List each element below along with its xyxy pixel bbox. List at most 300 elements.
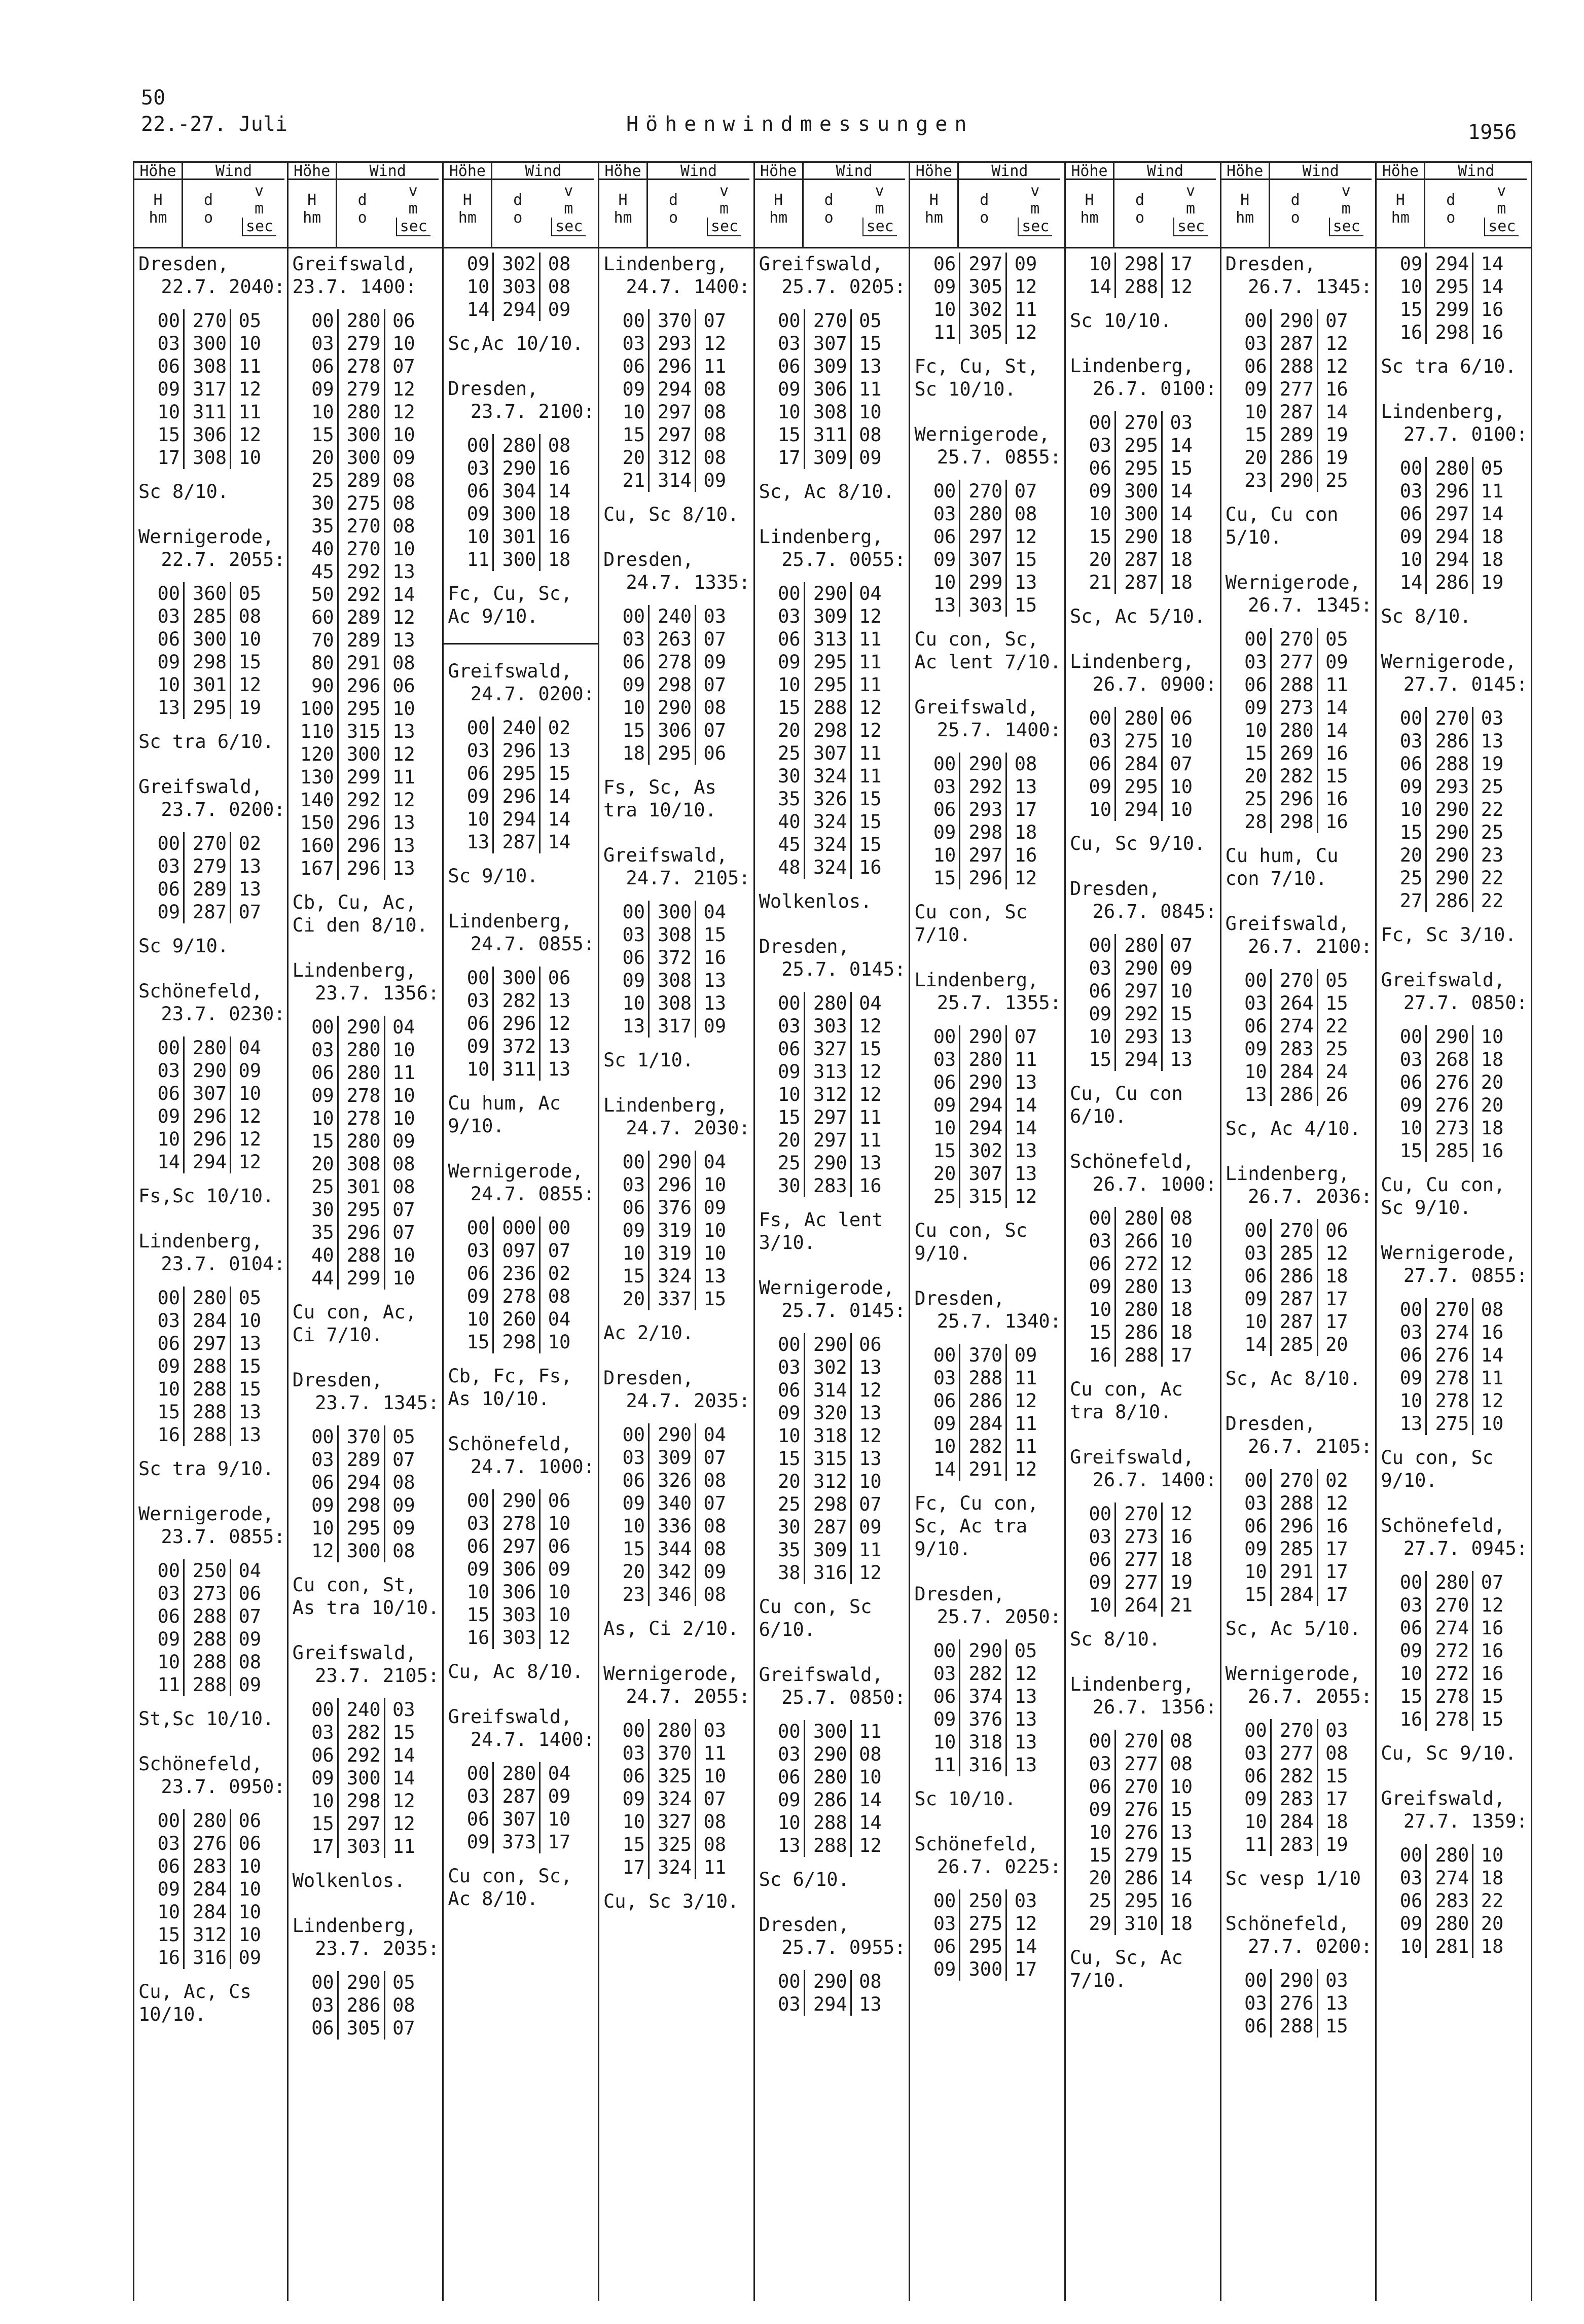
direction-value: 294 bbox=[648, 378, 695, 401]
direction-value: 284 bbox=[183, 1309, 230, 1332]
height-value: 00 bbox=[311, 1972, 334, 1993]
measurement-row bbox=[444, 1285, 598, 1308]
speed-value: 05 bbox=[850, 309, 882, 332]
height-value: 03 bbox=[622, 628, 645, 650]
speed-value: 10 bbox=[230, 628, 261, 651]
station-text: Cu, Ac, Cs bbox=[138, 1981, 251, 2003]
height-value: 10 bbox=[466, 808, 490, 830]
station-text: 10/10. bbox=[138, 2004, 206, 2025]
speed-value: 19 bbox=[1317, 423, 1348, 446]
measurement-row bbox=[134, 1582, 287, 1605]
direction-value: 296 bbox=[337, 811, 384, 834]
direction-value: 275 bbox=[1425, 1412, 1472, 1435]
speed-value: 11 bbox=[850, 1106, 882, 1129]
measurement-row bbox=[1221, 1719, 1376, 1742]
measurement-row bbox=[755, 1129, 909, 1152]
height-value: 10 bbox=[1244, 1311, 1267, 1333]
height-value: 10 bbox=[1244, 720, 1267, 741]
direction-value: 311 bbox=[492, 1058, 539, 1081]
direction-value: 295 bbox=[1114, 457, 1161, 480]
speed-value: 13 bbox=[230, 1423, 261, 1446]
direction-value: 236 bbox=[492, 1262, 539, 1285]
height-value: 140 bbox=[300, 789, 334, 811]
direction-value: 290 bbox=[959, 1071, 1005, 1094]
measurement-row bbox=[755, 1743, 909, 1766]
height-value: 09 bbox=[157, 651, 180, 673]
speed-value: 13 bbox=[1161, 1025, 1193, 1048]
measurement-row bbox=[1377, 1367, 1531, 1389]
height-value: 03 bbox=[1089, 435, 1111, 456]
height-value: 09 bbox=[933, 1094, 956, 1116]
height-value: 10 bbox=[157, 1901, 180, 1923]
measurement-row bbox=[134, 628, 287, 651]
station-text: Fc, Cu, Sc, bbox=[448, 583, 572, 604]
direction-value: 278 bbox=[337, 1107, 384, 1130]
measurement-row bbox=[1066, 957, 1220, 980]
direction-value: 280 bbox=[804, 992, 850, 1015]
speed-value: 16 bbox=[539, 525, 570, 548]
station-text: 24.7. 2030: bbox=[603, 1117, 750, 1139]
speed-value: 07 bbox=[695, 309, 726, 332]
direction-value: 376 bbox=[959, 1708, 1005, 1731]
station-text: Dresden, bbox=[759, 936, 849, 957]
height-value: 00 bbox=[933, 1890, 956, 1912]
direction-value: 298 bbox=[492, 1331, 539, 1353]
direction-value: 277 bbox=[1270, 378, 1317, 401]
measurement-row bbox=[599, 946, 753, 969]
speed-value: 13 bbox=[384, 834, 415, 857]
direction-value: 309 bbox=[648, 1446, 695, 1469]
height-value: 06 bbox=[311, 2017, 334, 2039]
height-value: 06 bbox=[157, 1333, 180, 1354]
speed-value: 13 bbox=[1161, 1275, 1193, 1298]
direction-value: 372 bbox=[492, 1035, 539, 1058]
direction-value: 292 bbox=[337, 1744, 384, 1767]
measurement-row bbox=[134, 1673, 287, 1696]
height-value: 11 bbox=[157, 1674, 180, 1696]
speed-value: 13 bbox=[695, 1265, 726, 1288]
direction-value: 296 bbox=[648, 1173, 695, 1196]
height-value: 25 bbox=[1399, 867, 1423, 889]
height-value: 10 bbox=[933, 1436, 956, 1457]
measurement-row bbox=[755, 1993, 909, 2016]
speed-value: 13 bbox=[1161, 1048, 1193, 1071]
station-text: 25.7. 0850: bbox=[759, 1687, 906, 1708]
station-text: Dresden, bbox=[914, 1583, 1005, 1605]
station-text: Dresden, bbox=[759, 1914, 849, 1936]
measurement-row bbox=[755, 628, 909, 651]
speed-value: 12 bbox=[1317, 355, 1348, 378]
speed-value: 15 bbox=[384, 1721, 415, 1744]
station-text: 24.7. 1400: bbox=[603, 276, 750, 298]
speed-value: 14 bbox=[1005, 1117, 1037, 1139]
measurement-row bbox=[1377, 867, 1531, 889]
direction-value: 282 bbox=[959, 1435, 1005, 1458]
speed-value: 13 bbox=[539, 1035, 570, 1058]
measurement-row bbox=[1221, 765, 1376, 788]
direction-value: 285 bbox=[1270, 1333, 1317, 1356]
speed-value: 12 bbox=[1005, 321, 1037, 344]
height-value: 09 bbox=[1244, 1788, 1267, 1810]
speed-value: 08 bbox=[850, 423, 882, 446]
direction-value: 288 bbox=[1114, 1344, 1161, 1367]
measurement-row bbox=[599, 332, 753, 355]
direction-value: 300 bbox=[337, 743, 384, 766]
speed-value: 15 bbox=[1161, 1798, 1193, 1821]
speed-value: 15 bbox=[850, 1038, 882, 1060]
height-value: 09 bbox=[1089, 480, 1111, 502]
speed-value: 15 bbox=[850, 332, 882, 355]
direction-value: 278 bbox=[492, 1285, 539, 1308]
station-text: Cu hum, Cu bbox=[1225, 845, 1339, 867]
station-text: Sc, Ac tra bbox=[914, 1515, 1028, 1537]
height-value: 00 bbox=[1089, 1730, 1111, 1752]
measurement-row bbox=[134, 332, 287, 355]
height-value: 03 bbox=[157, 1060, 180, 1082]
speed-value: 08 bbox=[1161, 1753, 1193, 1775]
measurement-row bbox=[1221, 1333, 1376, 1356]
height-value: 03 bbox=[1399, 1867, 1423, 1889]
speed-value: 12 bbox=[230, 1128, 261, 1151]
direction-value: 283 bbox=[183, 1855, 230, 1878]
station-text: Greifswald, bbox=[292, 253, 417, 275]
measurement-row bbox=[134, 901, 287, 923]
height-value: 00 bbox=[1399, 1844, 1423, 1866]
height-value: 10 bbox=[778, 674, 801, 696]
direction-value: 282 bbox=[1270, 1765, 1317, 1787]
speed-value: 09 bbox=[695, 651, 726, 673]
direction-value: 290 bbox=[648, 1151, 695, 1173]
direction-value: 270 bbox=[1425, 1298, 1472, 1321]
speed-value: 17 bbox=[1317, 1288, 1348, 1310]
speed-value: 13 bbox=[384, 720, 415, 743]
station-text: 24.7. 2035: bbox=[603, 1390, 750, 1412]
data-column bbox=[1221, 161, 1377, 2301]
column-header bbox=[134, 161, 287, 248]
measurement-row bbox=[289, 423, 443, 446]
speed-value: 18 bbox=[1472, 525, 1503, 548]
height-value: 03 bbox=[311, 1722, 334, 1743]
measurement-row bbox=[1377, 1867, 1531, 1889]
speed-value: 14 bbox=[539, 785, 570, 808]
speed-value: 09 bbox=[695, 469, 726, 492]
measurement-row bbox=[910, 548, 1064, 571]
height-value: 06 bbox=[466, 1263, 490, 1284]
direction-value: 307 bbox=[183, 1082, 230, 1105]
column-entries bbox=[289, 253, 443, 2040]
measurement-row bbox=[755, 742, 909, 765]
direction-value: 284 bbox=[1114, 753, 1161, 775]
speed-value: 15 bbox=[695, 923, 726, 946]
direction-value: 280 bbox=[337, 401, 384, 423]
height-value: 16 bbox=[1089, 1344, 1111, 1366]
station-text: Greifswald, bbox=[759, 1664, 883, 1686]
station-text: Greifswald, bbox=[138, 776, 263, 798]
speed-value: 14 bbox=[1472, 1344, 1503, 1367]
measurement-row bbox=[1221, 742, 1376, 765]
height-value: 03 bbox=[778, 1356, 801, 1378]
direction-subheader: d o bbox=[980, 191, 989, 227]
direction-value: 295 bbox=[337, 697, 384, 720]
station-text: 23.7. 2105: bbox=[292, 1665, 440, 1687]
speed-value: 10 bbox=[1472, 1412, 1503, 1435]
station-text: Cu con, Ac bbox=[1070, 1378, 1183, 1400]
direction-value: 290 bbox=[804, 1333, 850, 1356]
station-text: Sc tra 6/10. bbox=[138, 731, 274, 753]
direction-value: 286 bbox=[804, 1789, 850, 1811]
height-value: 00 bbox=[778, 1721, 801, 1742]
direction-value: 286 bbox=[1270, 1083, 1317, 1106]
speed-value: 13 bbox=[850, 1447, 882, 1470]
speed-value: 16 bbox=[850, 856, 882, 879]
measurement-row bbox=[134, 1128, 287, 1151]
measurement-row bbox=[134, 1651, 287, 1673]
hoehe-header: Höhe bbox=[289, 163, 337, 180]
direction-value: 370 bbox=[337, 1425, 384, 1448]
speed-subheader: v m sec bbox=[1321, 180, 1372, 248]
direction-value: 280 bbox=[959, 503, 1005, 525]
direction-value: 278 bbox=[492, 1512, 539, 1535]
speed-value: 05 bbox=[230, 1286, 261, 1309]
height-value: 90 bbox=[311, 675, 334, 697]
measurement-row bbox=[599, 1015, 753, 1038]
measurement-row bbox=[910, 1344, 1064, 1367]
height-value: 20 bbox=[778, 1471, 801, 1492]
speed-value: 08 bbox=[1472, 1298, 1503, 1321]
measurement-row bbox=[1221, 1787, 1376, 1810]
speed-value: 13 bbox=[695, 992, 726, 1015]
measurement-row bbox=[910, 775, 1064, 798]
direction-value: 295 bbox=[1114, 1889, 1161, 1912]
speed-value: 25 bbox=[1317, 1038, 1348, 1060]
height-value: 06 bbox=[933, 253, 956, 275]
measurement-row bbox=[910, 821, 1064, 844]
height-value: 10 bbox=[778, 1812, 801, 1834]
height-value: 10 bbox=[466, 1308, 490, 1330]
measurement-row bbox=[1221, 1515, 1376, 1538]
station-text: Greifswald, bbox=[1381, 1787, 1505, 1809]
height-value: 03 bbox=[933, 776, 956, 798]
height-value: 03 bbox=[311, 1449, 334, 1471]
direction-value: 374 bbox=[959, 1685, 1005, 1708]
station-text: 26.7. 2055: bbox=[1225, 1686, 1373, 1707]
height-value: 06 bbox=[622, 1470, 645, 1491]
measurement-row bbox=[1377, 1639, 1531, 1662]
station-text: 24.7. 0855: bbox=[448, 933, 595, 955]
speed-value: 13 bbox=[230, 855, 261, 878]
speed-value: 08 bbox=[695, 1469, 726, 1492]
direction-value: 284 bbox=[1270, 1060, 1317, 1083]
speed-value: 08 bbox=[384, 515, 415, 538]
measurement-row bbox=[599, 923, 753, 946]
direction-value: 282 bbox=[492, 989, 539, 1012]
measurement-row bbox=[1221, 1310, 1376, 1333]
speed-value: 13 bbox=[539, 739, 570, 762]
speed-value: 05 bbox=[230, 309, 261, 332]
measurement-row bbox=[910, 480, 1064, 503]
station-text: Sc vesp 1/10 bbox=[1225, 1868, 1361, 1889]
height-value: 09 bbox=[1399, 526, 1423, 548]
speed-value: 14 bbox=[1472, 275, 1503, 298]
direction-value: 276 bbox=[1270, 1992, 1317, 2015]
measurement-row bbox=[599, 378, 753, 401]
height-value: 10 bbox=[1399, 549, 1423, 570]
speed-value: 20 bbox=[1472, 1094, 1503, 1117]
speed-value: 20 bbox=[1472, 1912, 1503, 1935]
height-value: 06 bbox=[1089, 457, 1111, 479]
height-value: 10 bbox=[1244, 1061, 1267, 1083]
speed-value: 10 bbox=[384, 538, 415, 560]
station-text: 24.7. 1335: bbox=[603, 571, 750, 593]
measurement-row bbox=[289, 560, 443, 583]
measurement-row bbox=[444, 525, 598, 548]
station-text: 27.7. 0200: bbox=[1225, 1936, 1373, 1957]
measurement-row bbox=[910, 594, 1064, 617]
station-text: Lindenberg, bbox=[292, 1915, 417, 1937]
measurement-row bbox=[755, 765, 909, 788]
direction-value: 319 bbox=[648, 1242, 695, 1265]
direction-value: 303 bbox=[492, 1626, 539, 1649]
measurement-row bbox=[1066, 571, 1220, 594]
direction-value: 282 bbox=[959, 1662, 1005, 1685]
speed-value: 18 bbox=[1005, 821, 1037, 844]
direction-value: 276 bbox=[1425, 1094, 1472, 1117]
height-value: 06 bbox=[933, 526, 956, 548]
height-value: 110 bbox=[300, 721, 334, 742]
height-value: 06 bbox=[1399, 753, 1423, 775]
height-value: 00 bbox=[1089, 412, 1111, 434]
height-value: 25 bbox=[778, 1152, 801, 1174]
speed-value: 10 bbox=[695, 1173, 726, 1196]
measurement-row bbox=[1377, 1935, 1531, 1958]
station-text: 23.7. 0200: bbox=[138, 799, 285, 820]
speed-value: 10 bbox=[1472, 1844, 1503, 1867]
measurement-row bbox=[1221, 1810, 1376, 1833]
direction-value: 308 bbox=[183, 446, 230, 469]
direction-value: 279 bbox=[337, 378, 384, 401]
direction-value: 284 bbox=[959, 1412, 1005, 1435]
speed-value: 11 bbox=[1005, 1435, 1037, 1458]
height-value: 10 bbox=[311, 1790, 334, 1812]
direction-value: 306 bbox=[648, 719, 695, 742]
direction-value: 280 bbox=[492, 434, 539, 457]
height-value: 06 bbox=[311, 1472, 334, 1493]
measurement-row bbox=[1377, 707, 1531, 730]
measurement-row bbox=[1066, 1867, 1220, 1889]
measurement-row bbox=[910, 1094, 1064, 1117]
height-value: 00 bbox=[1244, 310, 1267, 332]
height-value: 11 bbox=[933, 321, 956, 343]
speed-subheader: v m sec bbox=[1476, 180, 1527, 248]
direction-value: 297 bbox=[492, 1535, 539, 1558]
direction-value: 285 bbox=[1425, 1139, 1472, 1162]
measurement-row bbox=[599, 1469, 753, 1492]
measurement-row bbox=[910, 525, 1064, 548]
direction-value: 276 bbox=[1114, 1821, 1161, 1844]
height-value: 09 bbox=[778, 1402, 801, 1424]
direction-value: 311 bbox=[183, 401, 230, 423]
height-value: 29 bbox=[1089, 1913, 1111, 1935]
direction-value: 295 bbox=[1425, 275, 1472, 298]
direction-value: 295 bbox=[183, 696, 230, 719]
height-value: 06 bbox=[622, 651, 645, 673]
speed-value: 12 bbox=[850, 696, 882, 719]
direction-value: 294 bbox=[492, 298, 539, 321]
measurement-row bbox=[755, 1038, 909, 1060]
direction-value: 313 bbox=[804, 628, 850, 651]
speed-value: 07 bbox=[850, 1493, 882, 1516]
speed-value: 04 bbox=[230, 1036, 261, 1059]
measurement-row bbox=[599, 309, 753, 332]
direction-subheader: d o bbox=[1135, 191, 1145, 227]
measurement-row bbox=[1066, 798, 1220, 821]
height-value: 10 bbox=[1089, 1299, 1111, 1320]
direction-value: 272 bbox=[1425, 1662, 1472, 1685]
hoehe-header: Höhe bbox=[1066, 163, 1114, 180]
direction-value: 376 bbox=[648, 1196, 695, 1219]
station-text: Sc 8/10. bbox=[1381, 605, 1471, 627]
direction-value: 287 bbox=[804, 1516, 850, 1539]
direction-value: 298 bbox=[337, 1494, 384, 1517]
direction-value: 300 bbox=[337, 423, 384, 446]
measurement-row bbox=[1221, 1015, 1376, 1038]
direction-value: 294 bbox=[1425, 548, 1472, 571]
direction-value: 280 bbox=[1425, 1571, 1472, 1594]
direction-value: 296 bbox=[648, 355, 695, 378]
measurement-row bbox=[910, 1754, 1064, 1776]
direction-value: 297 bbox=[648, 401, 695, 423]
measurement-row bbox=[444, 1262, 598, 1285]
station-text: Lindenberg, bbox=[448, 910, 572, 932]
speed-value: 09 bbox=[1005, 253, 1037, 275]
speed-value: 13 bbox=[1005, 1071, 1037, 1094]
measurement-row bbox=[1066, 1048, 1220, 1071]
station-text: Greifswald, bbox=[292, 1642, 417, 1664]
measurement-row bbox=[1066, 775, 1220, 798]
height-value: 03 bbox=[1089, 1753, 1111, 1775]
speed-value: 15 bbox=[1161, 1003, 1193, 1025]
station-text: Lindenberg, bbox=[1070, 651, 1195, 672]
speed-value: 16 bbox=[695, 946, 726, 969]
speed-value: 15 bbox=[230, 651, 261, 673]
direction-value: 308 bbox=[337, 1153, 384, 1175]
speed-value: 03 bbox=[1161, 411, 1193, 434]
height-value: 03 bbox=[1089, 1526, 1111, 1548]
measurement-row bbox=[599, 673, 753, 696]
station-text: Sc, Ac 5/10. bbox=[1225, 1618, 1361, 1639]
speed-value: 03 bbox=[384, 1698, 415, 1721]
direction-value: 274 bbox=[1425, 1867, 1472, 1889]
height-value: 00 bbox=[1244, 1720, 1267, 1741]
measurement-row bbox=[134, 423, 287, 446]
station-text: 26.7. 0225: bbox=[914, 1856, 1061, 1878]
direction-value: 280 bbox=[183, 1809, 230, 1832]
direction-value: 275 bbox=[337, 492, 384, 515]
direction-value: 290 bbox=[804, 1970, 850, 1993]
direction-value: 278 bbox=[337, 1084, 384, 1107]
speed-value: 08 bbox=[1005, 753, 1037, 775]
direction-value: 293 bbox=[959, 798, 1005, 821]
height-value: 10 bbox=[1399, 1117, 1423, 1139]
wind-header: Wind bbox=[492, 163, 594, 180]
measurement-row bbox=[289, 1517, 443, 1540]
station-text: 23.7. 2100: bbox=[448, 401, 595, 422]
speed-value: 10 bbox=[850, 401, 882, 423]
speed-value: 15 bbox=[850, 810, 882, 833]
direction-value: 280 bbox=[1114, 707, 1161, 730]
height-value: 15 bbox=[778, 424, 801, 446]
measurement-row bbox=[1221, 673, 1376, 696]
